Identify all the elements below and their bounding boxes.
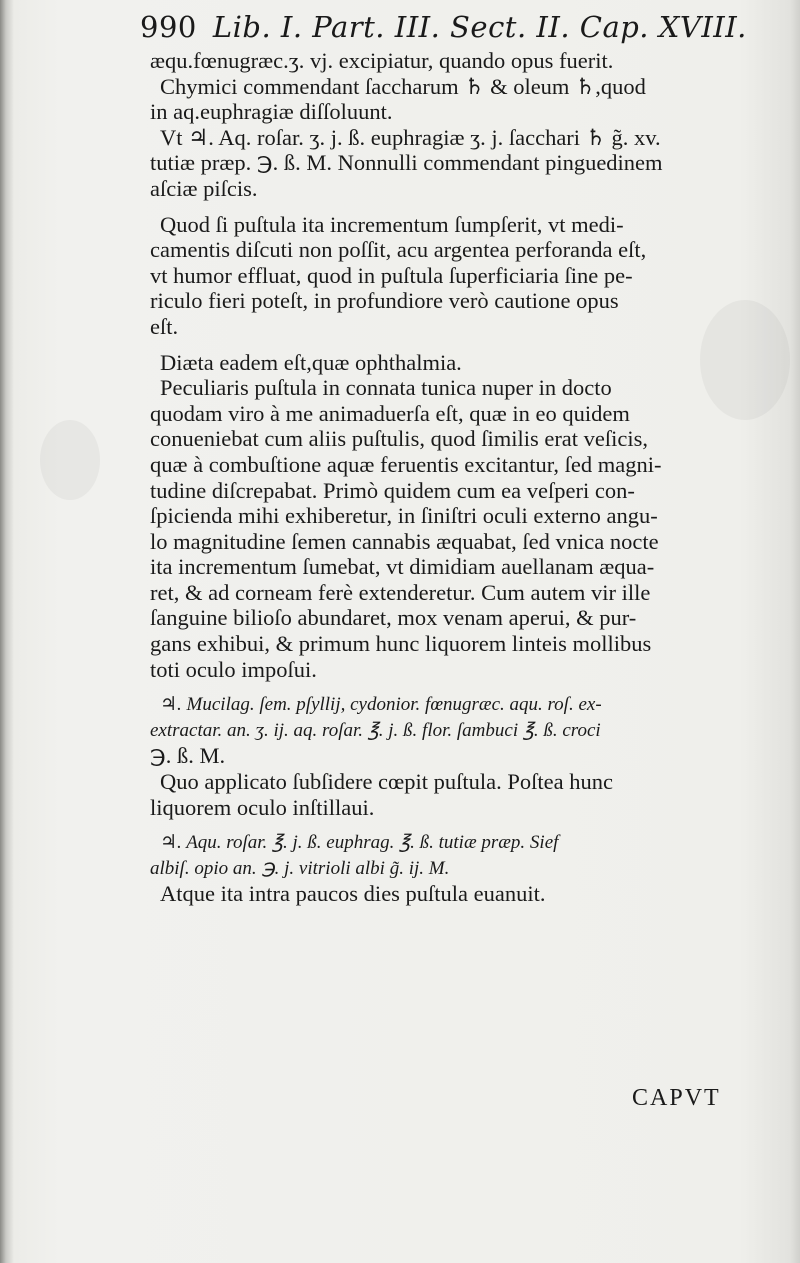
text-line: toti oculo impoſui. — [150, 656, 317, 682]
text-line: in aq.euphragiæ diſſoluunt. — [150, 99, 393, 125]
text-line: ret, & ad corneam ferè extenderetur. Cum autem vir ille — [150, 579, 651, 605]
text-line: tudine diſcrepabat. Primò quidem cum ea veſperi con- — [150, 477, 635, 503]
text-line: Atque ita intra paucos dies puſtula euanuit. — [160, 881, 546, 907]
text-line: gans exhibui, & primum hunc liquorem linteis mollibus — [150, 631, 652, 657]
text-line: camentis diſcuti non poſſit, acu argentea perforanda eſt, — [150, 237, 647, 263]
text-line: riculo fieri poteſt, in profundiore verò cautione opus — [150, 288, 619, 314]
text-line: Quo applicato ſubſidere cœpit puſtula. Poſtea hunc — [160, 769, 614, 795]
text-line: æqu.fœnugræc.ʒ. vj. excipiatur, quando opus fuerit. — [150, 48, 614, 73]
running-header — [140, 10, 747, 50]
text-line: quæ à combuſtione aquæ feruentis excitantur, ſed magni- — [150, 451, 662, 477]
text-line: Chymici commendant ſaccharum ♄ & oleum ♄,quod — [160, 73, 646, 99]
text-line: liquorem oculo inſtillaui. — [150, 794, 375, 820]
text-line: lo magnitudine ſemen cannabis æquabat, ſed vnica nocte — [150, 528, 659, 554]
text-line: Peculiaris puſtula in connata tunica nuper in docto — [160, 375, 612, 401]
text-line: quodam viro à me animaduerſa eſt, quæ in eo quidem — [150, 400, 630, 426]
prescription-line: extractar. an. ʒ. ij. aq. roſar. ℥. j. ß. flor. ſambuci ℥. ß. croci — [150, 719, 601, 741]
text-line: ſpicienda mihi exhiberetur, in ſiniſtri oculi externo angu- — [150, 503, 658, 529]
text-line: conueniebat cum aliis puſtulis, quod ſimilis erat veſicis, — [150, 426, 649, 452]
prescription-line: ♃. Aqu. roſar. ℥. j. ß. euphrag. ℥. ß. tutiæ præp. Sief — [160, 832, 559, 854]
text-line: Quod ſi puſtula ita incrementum ſumpſerit, vt medi- — [160, 211, 624, 237]
text-line: Vt ♃. Aq. roſar. ʒ. j. ß. euphragiæ ʒ. j. ſacchari ♄ g̃. xv. — [160, 124, 661, 150]
text-line: tutiæ præp. ℈. ß. M. Nonnulli commendant pinguedinem — [150, 150, 663, 176]
text-line: aſciæ piſcis. — [150, 175, 258, 201]
text-line: ita incrementum ſumebat, vt dimidiam auellanam æqua- — [150, 554, 655, 580]
paper-stain — [40, 420, 100, 500]
prescription-line: albiſ. opio an. ℈. j. vitrioli albi g̃. ij. M. — [150, 857, 450, 879]
text-line: vt humor effluat, quod in puſtula ſuperficiaria ſine pe- — [150, 262, 633, 288]
prescription-line: ℈. ß. M. — [150, 743, 226, 769]
text-line: ſanguine bilioſo abundaret, mox venam aperui, & pur- — [150, 605, 637, 631]
running-title: Lib. I. Part. III. Sect. II. Cap. XVIII. — [212, 10, 747, 44]
body-text — [150, 48, 750, 907]
prescription-line: ♃. Mucilag. ſem. pſyllij, cydonior. fœnugræc. aqu. roſ. ex- — [160, 694, 602, 716]
text-line: eſt. — [150, 313, 179, 339]
catchword: CAPVT — [632, 1085, 721, 1111]
page-number: 990 — [140, 10, 197, 44]
text-line: Diæta eadem eſt,quæ ophthalmia. — [160, 349, 462, 375]
